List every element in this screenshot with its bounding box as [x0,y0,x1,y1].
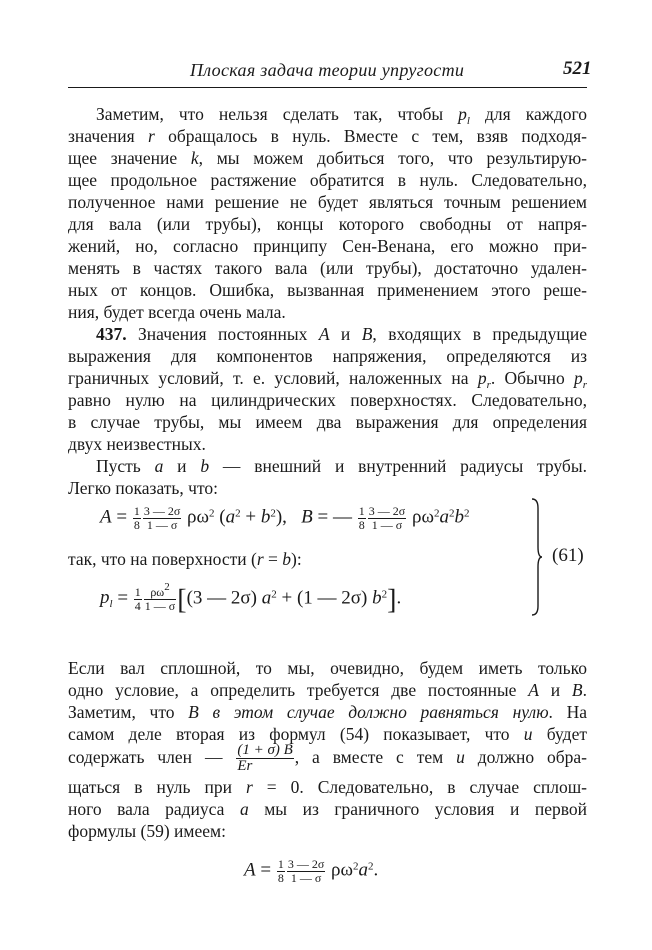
text-line: Пусть a и b — внешний и внутренний радиусы трубы. [96,456,587,476]
text-line: жений, но, согласно принципу Сен-Венана, его можно при- [68,236,587,256]
text-line: выражения для компонентов напряжения, определяются из [68,346,587,366]
emphasis-text: B в этом случае должно равняться нулю [188,702,549,722]
text-line: менять в частях такого вала (или трубы), достаточно удален- [68,258,587,278]
text-line: самом деле вторая из формул (54) показывает, что u будет [68,724,587,744]
header-rule [68,87,587,88]
equation-number: (61) [552,545,584,566]
text-line: полученное нами решение не будет являться точным решением [68,192,587,212]
text-line: в случае трубы, мы имеем два выражения для определения [68,412,587,432]
text-line: содержать член — $\frac{(1 + \sigma) B}{Er}$ , а вместе с тем u должно обра- [68,741,587,775]
page-number: 521 [563,58,592,79]
text-line: Заметим, что нельзя сделать так, чтобы $p_l$ для каждого [96,104,587,127]
text-line: одно условие, а определить требуется две постоянные A и B. [68,680,587,700]
text-line: граничных условий, т. е. условий, наложенных на $p_r$. Обычно $p_r$ [68,368,587,391]
text-line: равно нулю на цилиндрических поверхностях. Следовательно, [68,390,587,410]
text-line: двух неизвестных. [68,434,206,454]
text-line: щее значение k, мы можем добиться того, что результирую- [68,148,588,168]
text-line: 437. Значения постоянных A и B, входящих в предыдущие [96,324,587,344]
text-line: Если вал сплошной, то мы, очевидно, будем иметь только [68,658,587,678]
equation-A-solid: A = $\frac{1}{8}$ $\frac{3 — 2\sigma}{1 — \sigma}$ $\rho\omega^2a^2$. [244,857,379,885]
text-line: для вала (или трубы), концы которого свободны от напря- [68,214,587,234]
text-line: Легко показать, что: [68,478,218,498]
running-header-title: Плоская задача теории упругости [190,60,465,80]
text-line: ных от концов. Ошибка, вызванная применением этого реше- [68,280,587,300]
text-line: формулы (59) имеем: [68,821,226,841]
text-line: ного вала радиуса a мы из граничного условия и первой [68,799,587,819]
text-line: значения r обращалось в нуль. Вместе с тем, взяв подходя- [68,126,587,146]
text-line: щаться в нуль при r = 0. Следовательно, в случае сплош- [68,777,587,797]
equation-A-B: A = $\frac{1}{8}$ $\frac{3 — 2\sigma}{1 — \sigma}$ $\rho\omega^2$ $(a^2 + b^2)$, B = — $\frac{1}{8}$ $\frac{3 — 2\sigma}{1 — \sigma}$ $\rho\omega^2a^2b^2$ [100,504,470,532]
text-line: щее продольное растяжение обратится в нуль. Следовательно, [68,170,587,190]
section-number: 437. [96,324,127,344]
right-brace-icon [531,498,543,616]
text-line: так, что на поверхности (r = b): [68,549,302,569]
text-line: Заметим, что B в этом случае должно равняться нулю. На [68,702,588,722]
equation-pl: $p_l$ = $\frac{1}{4}$ $\frac{\rho\omega^2}{1 — \sigma}$ [(3 — 2σ) $a^2 + (1$ — 2σ) $b^2$]. [100,581,402,616]
text-line: ния, будет всегда очень мала. [68,302,286,322]
